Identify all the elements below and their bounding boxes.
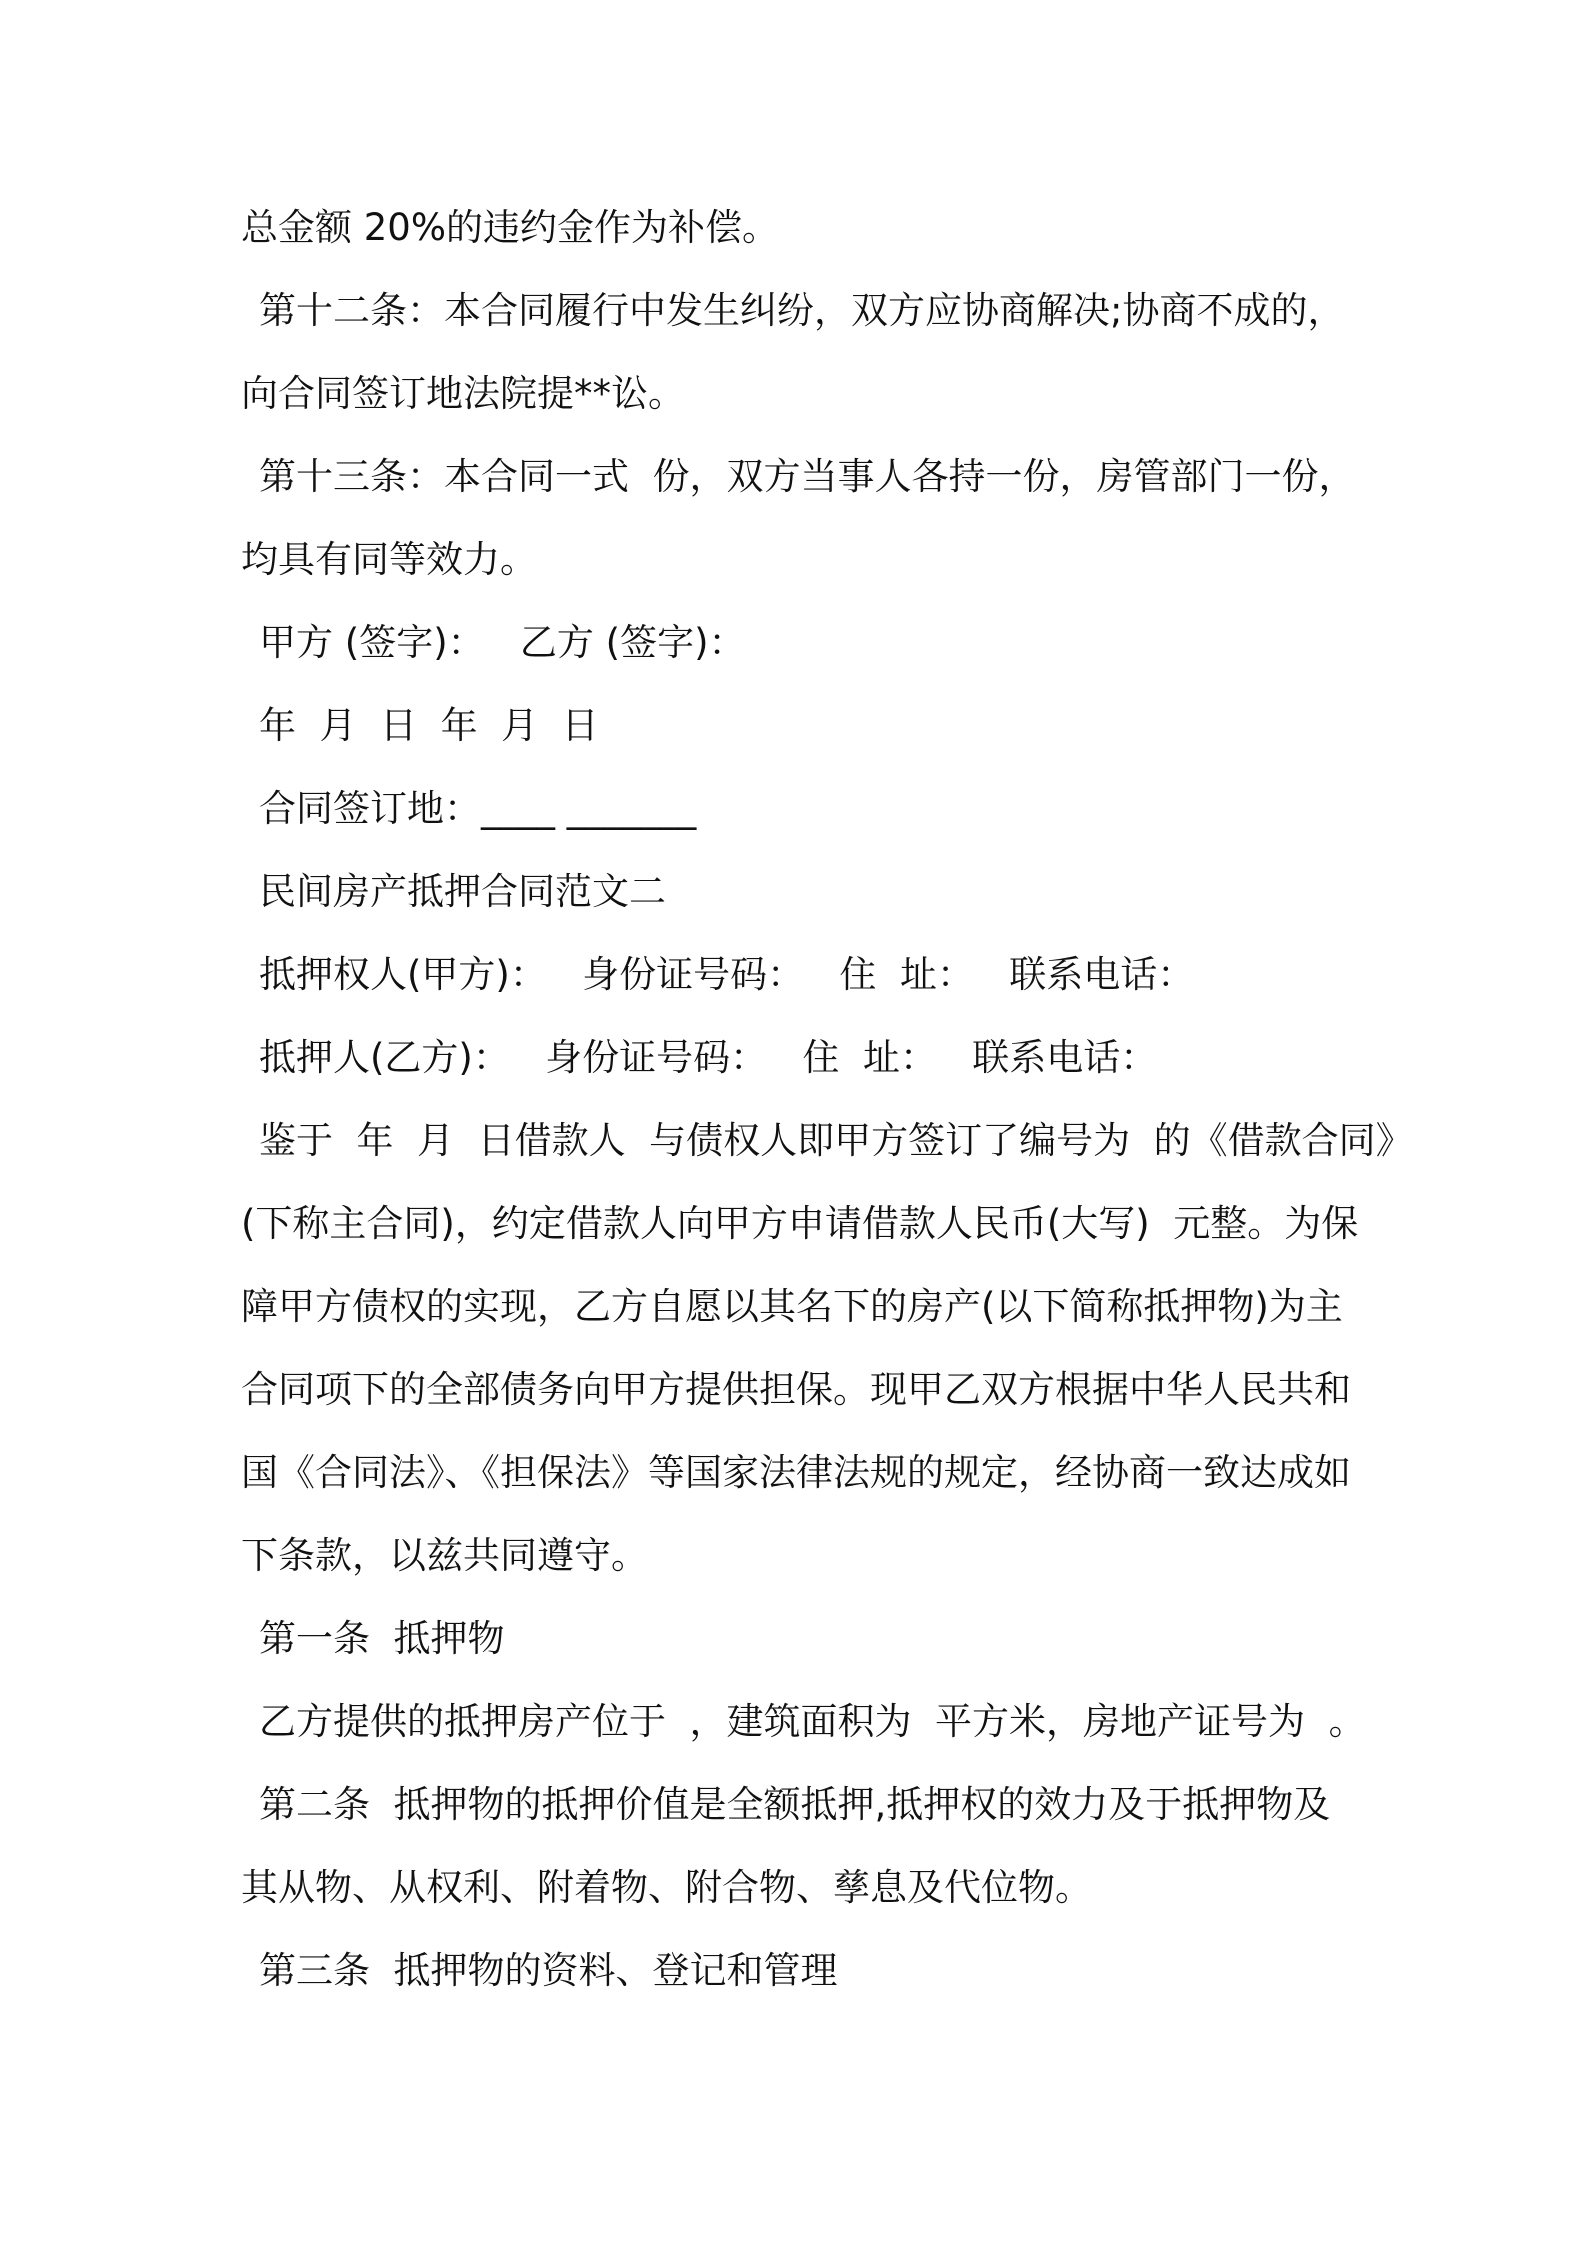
text-line: 下条款，以兹共同遵守。: [241, 1534, 648, 1577]
text-line: 鉴于 年 月 日借款人 与债权人即甲方签订了编号为 的《借款合同》: [259, 1119, 1413, 1162]
text-line: (下称主合同)，约定借款人向甲方申请借款人民币(大写) 元整。为保: [241, 1202, 1359, 1245]
article-heading: 第二条 抵押物的抵押价值是全额抵押,抵押权的效力及于抵押物及: [259, 1783, 1331, 1826]
signature-line: 甲方 (签字)： 乙方 (签字)：: [259, 621, 746, 664]
text-line: 向合同签订地法院提**讼。: [241, 372, 685, 415]
date-line: 年 月 日 年 月 日: [259, 704, 599, 747]
text-line: 合同项下的全部债务向甲方提供担保。现甲乙双方根据中华人民共和: [241, 1368, 1351, 1411]
text-line: 第十二条：本合同履行中发生纠纷，双方应协商解决;协商不成的，: [259, 289, 1345, 332]
section-title: 民间房产抵押合同范文二: [259, 870, 666, 913]
text-line: 其从物、从权利、附着物、附合物、孳息及代位物。: [241, 1866, 1092, 1909]
signing-place-line: 合同签订地：____ _______: [259, 787, 697, 830]
party-b-info: 抵押人(乙方)： 身份证号码： 住 址： 联系电话：: [259, 1036, 1158, 1079]
text-line: 国《合同法》、《担保法》等国家法律法规的规定，经协商一致达成如: [241, 1451, 1351, 1494]
text-line: 总金额 20%的违约金作为补偿。: [241, 206, 779, 249]
text-line: 均具有同等效力。: [241, 538, 537, 581]
party-a-info: 抵押权人(甲方)： 身份证号码： 住 址： 联系电话：: [259, 953, 1195, 996]
article-heading: 第一条 抵押物: [259, 1617, 505, 1660]
text-line: 障甲方债权的实现，乙方自愿以其名下的房产(以下简称抵押物)为主: [241, 1285, 1343, 1328]
article-heading: 第三条 抵押物的资料、登记和管理: [259, 1949, 838, 1992]
text-line: 乙方提供的抵押房产位于 ，建筑面积为 平方米，房地产证号为 。: [259, 1700, 1366, 1743]
text-line: 第十三条：本合同一式 份，双方当事人各持一份，房管部门一份，: [259, 455, 1356, 498]
